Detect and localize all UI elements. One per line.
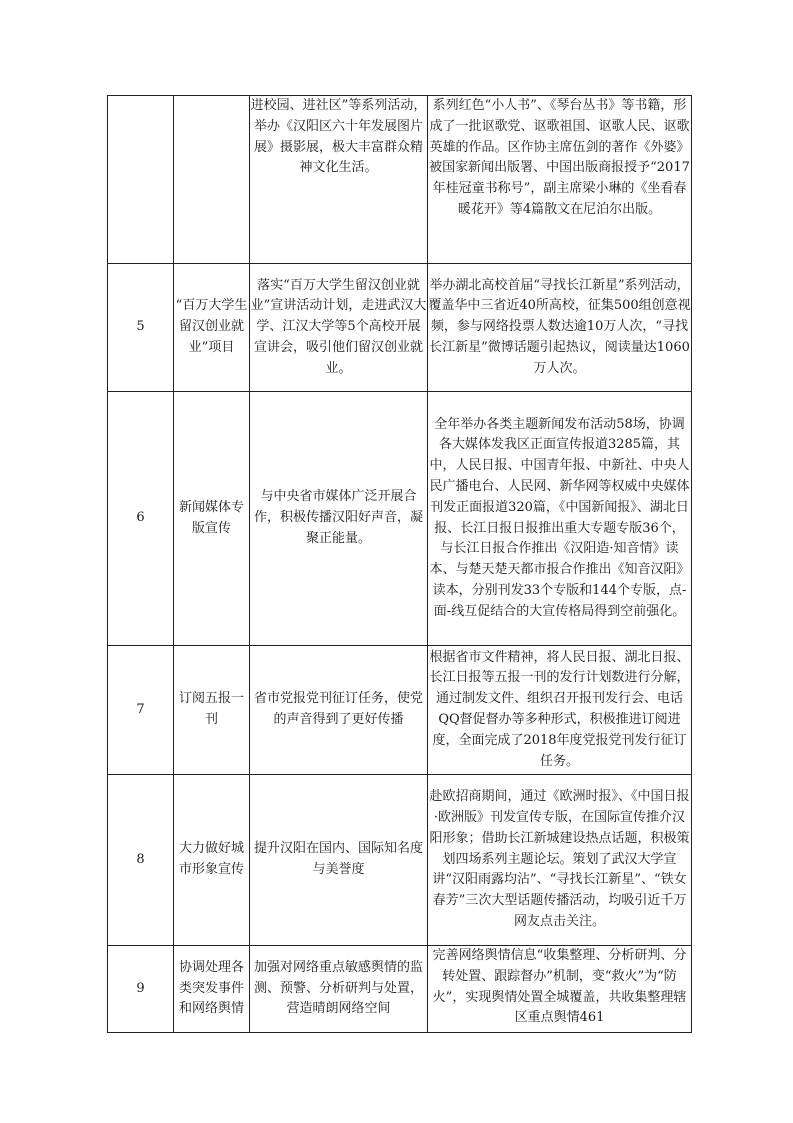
row-number: 9 [108, 946, 174, 1033]
row-number: 7 [108, 646, 174, 775]
table-row [108, 946, 692, 1033]
task-content: 与中央省市媒体广泛开展合作，积极传播汉阳好声音，凝聚正能量。 [250, 392, 428, 646]
row-number: 5 [108, 264, 174, 392]
work-summary-table [107, 95, 692, 1033]
project-name: “百万大学生留汉创业就业”项目 [174, 264, 250, 392]
result-content: 根据省市文件精神，将人民日报、湖北日报、长江日报等五报一刊的发行计划数进行分解，通过制发文件、组织召开报刊发行会、电话QQ督促督办等多种形式，积极推进订阅进度，全面完成了2018年度党报党刊发行征订任务。 [428, 646, 692, 775]
row-number [108, 96, 174, 264]
project-name: 协调处理各类突发事件和网络舆情 [174, 946, 250, 1033]
task-content: 落实“百万大学生留汉创业就业”宣讲活动计划，走进武汉大学、江汉大学等5个高校开展宣讲会，吸引他们留汉创业就业。 [250, 264, 428, 392]
result-content: 举办湖北高校首届“寻找长江新星”系列活动，覆盖华中三省近40所高校，征集500组创意视频，参与网络投票人数达逾10万人次，“寻找长江新星”微博话题引起热议，阅读量达1060万人次。 [428, 264, 692, 392]
table-row [108, 775, 692, 946]
task-content: 加强对网络重点敏感舆情的监测、预警、分析研判与处置，营造晴朗网络空间 [250, 946, 428, 1033]
task-content: 省市党报党刊征订任务，使党的声音得到了更好传播 [250, 646, 428, 775]
project-name [174, 96, 250, 264]
table-row [108, 392, 692, 646]
task-content: 提升汉阳在国内、国际知名度与美誉度 [250, 775, 428, 946]
project-name: 大力做好城市形象宣传 [174, 775, 250, 946]
project-name: 订阅五报一刊 [174, 646, 250, 775]
result-content: 赴欧招商期间，通过《欧洲时报》、《中国日报·欧洲版》刊发宣传专版，在国际宣传推介汉阳形象；借助长江新城建设热点话题，积极策划四场系列主题论坛。策划了武汉大学宣讲“汉阳雨露均沾”、“寻找长江新星”、“铁女春芳”三次大型话题传播活动，均吸引近千万网友点击关注。 [428, 775, 692, 946]
table-row [108, 646, 692, 775]
result-content: 全年举办各类主题新闻发布活动58场，协调各大媒体发我区正面宣传报道3285篇，其中，人民日报、中国青年报、中新社、中央人民广播电台、人民网、新华网等权威中央媒体刊发正面报道320篇，《中国新闻报》、湖北日报、长江日报日报推出重大专题专版36个，与长江日报合作推出《汉阳造·知音情》读本、与楚天楚天都市报合作推出《知音汉阳》读本，分别刊发33个专版和144个专版，点-面-线互促结合的大宣传格局得到空前强化。 [428, 392, 692, 646]
result-content: 完善网络舆情信息“收集整理、分析研判、分转处置、跟踪督办”机制，变“救火”为“防火”，实现舆情处置全城覆盖，共收集整理辖区重点舆情461 [428, 946, 692, 1033]
row-number: 8 [108, 775, 174, 946]
row-number: 6 [108, 392, 174, 646]
table-row [108, 96, 692, 264]
result-content: 系列红色“小人书”、《琴台丛书》等书籍，形成了一批讴歌党、讴歌祖国、讴歌人民、讴歌英雄的作品。区作协主席伍剑的著作《外婆》被国家新闻出版署、中国出版商报授予“2017年桂冠童书称号”，副主席梁小琳的《坐看春暖花开》等4篇散文在尼泊尔出版。 [428, 96, 692, 264]
table-row [108, 264, 692, 392]
task-content: 进校园、进社区”等系列活动，举办《汉阳区六十年发展图片展》摄影展，极大丰富群众精神文化生活。 [250, 96, 428, 264]
project-name: 新闻媒体专版宣传 [174, 392, 250, 646]
